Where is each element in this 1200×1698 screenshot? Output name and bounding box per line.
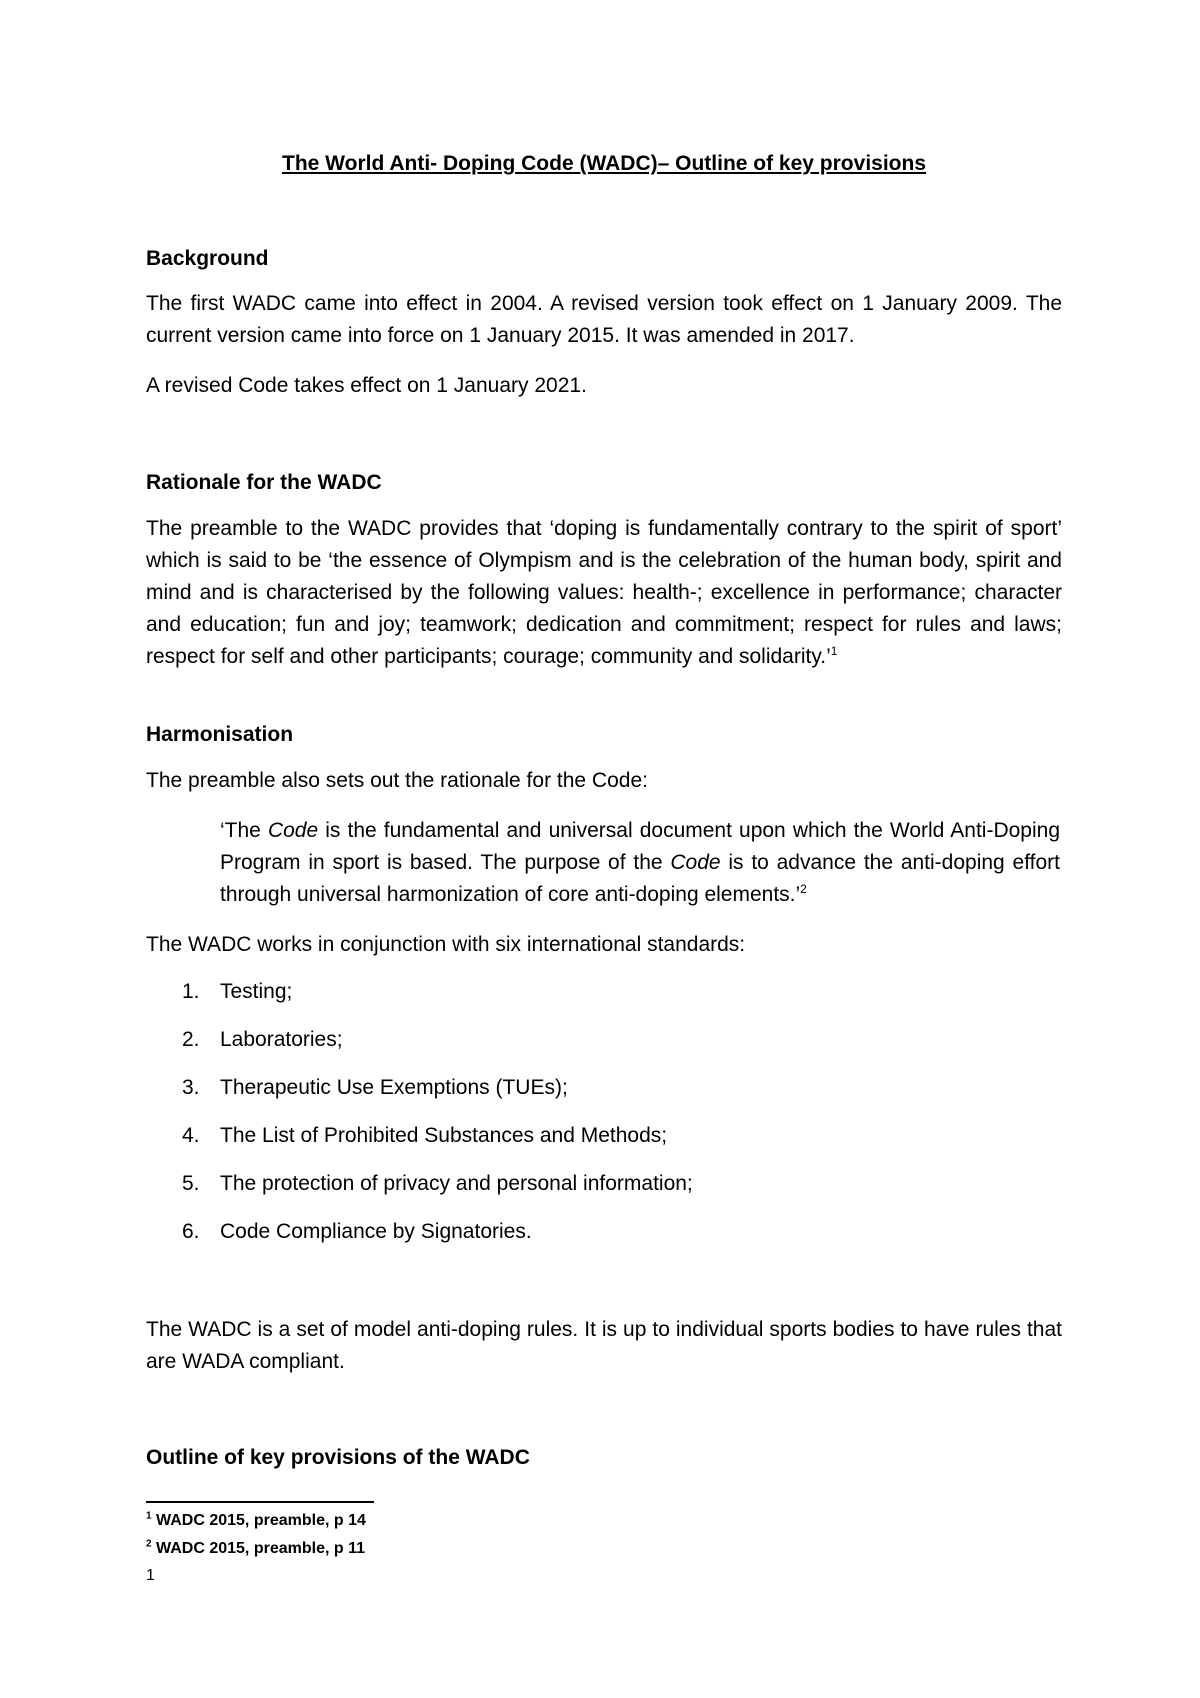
list-item xyxy=(182,1219,532,1244)
list-item xyxy=(182,1123,667,1148)
quote-text-b: is the fundamental and universal document upon which the World Anti-Doping Program in sport is based. The purpose of the xyxy=(220,819,1060,874)
harmonisation-heading: Harmonisation xyxy=(146,723,294,746)
list-item-number: 6. xyxy=(182,1220,200,1243)
footnote-text: WADC 2015, preamble, p 14 xyxy=(151,1512,366,1529)
harmonisation-paragraph-3: The WADC is a set of model anti-doping rules. It is up to individual sports bodies to have rules that are WADA compliant. xyxy=(146,1318,1062,1373)
footnote-separator xyxy=(146,1501,374,1503)
quote-code-italic-2: Code xyxy=(670,851,721,874)
list-item xyxy=(182,1027,343,1052)
footnote-number: 1 xyxy=(146,1510,152,1522)
list-item-text: Code Compliance by Signatories. xyxy=(220,1220,532,1243)
list-item-number: 1. xyxy=(182,980,200,1003)
footnote-text: WADC 2015, preamble, p 11 xyxy=(151,1540,365,1557)
harmonisation-paragraph-2: The WADC works in conjunction with six international standards: xyxy=(146,933,746,956)
list-item-text: The protection of privacy and personal information; xyxy=(220,1172,693,1195)
footnote-2 xyxy=(146,1539,365,1558)
list-item-number: 5. xyxy=(182,1172,200,1195)
harmonisation-paragraph-1: The preamble also sets out the rationale for the Code: xyxy=(146,769,648,792)
quote-text-c: is to advance the anti-doping effort through universal harmonization of core anti-doping elements.’ xyxy=(220,851,1061,906)
quote-text-a: ‘The xyxy=(220,819,268,842)
list-item xyxy=(182,979,292,1004)
rationale-paragraph xyxy=(146,513,1062,673)
list-item-text: Therapeutic Use Exemptions (TUEs); xyxy=(220,1076,568,1099)
background-heading: Background xyxy=(146,247,269,270)
outline-heading: Outline of key provisions of the WADC xyxy=(146,1446,530,1469)
rationale-text: The preamble to the WADC provides that ‘doping is fundamentally contrary to the spirit of sport’ which is said to be ‘the essence of Olympism and is the celebration of the human body, spirit and mind and is characterised by the following values: health-; excellence in performance; character and education; fun and joy; teamwork; dedication and commitment; respect for rules and laws; respect for self and other participants; courage; community and solidarity.’ xyxy=(146,517,1062,668)
footnote-ref-2: 2 xyxy=(800,882,807,896)
footnote-number: 2 xyxy=(146,1538,152,1550)
list-item xyxy=(182,1075,568,1100)
page-number: 1 xyxy=(146,1567,155,1584)
background-paragraph-1: The first WADC came into effect in 2004. A revised version took effect on 1 January 2009. The current version came into force on 1 January 2015. It was amended in 2017. xyxy=(146,292,1062,347)
document-title: The World Anti- Doping Code (WADC)– Outline of key provisions xyxy=(282,152,926,175)
code-quote xyxy=(220,815,1060,911)
list-item xyxy=(182,1171,693,1196)
footnote-ref-1: 1 xyxy=(830,644,838,658)
list-item-number: 4. xyxy=(182,1124,200,1147)
rationale-heading: Rationale for the WADC xyxy=(146,471,382,494)
background-paragraph-2: A revised Code takes effect on 1 January 2021. xyxy=(146,374,587,397)
footnote-1 xyxy=(146,1511,366,1530)
list-item-text: Laboratories; xyxy=(220,1028,343,1051)
list-item-number: 3. xyxy=(182,1076,200,1099)
list-item-text: The List of Prohibited Substances and Methods; xyxy=(220,1124,668,1147)
quote-code-italic-1: Code xyxy=(267,819,319,842)
list-item-text: Testing; xyxy=(220,980,293,1003)
list-item-number: 2. xyxy=(182,1028,200,1051)
